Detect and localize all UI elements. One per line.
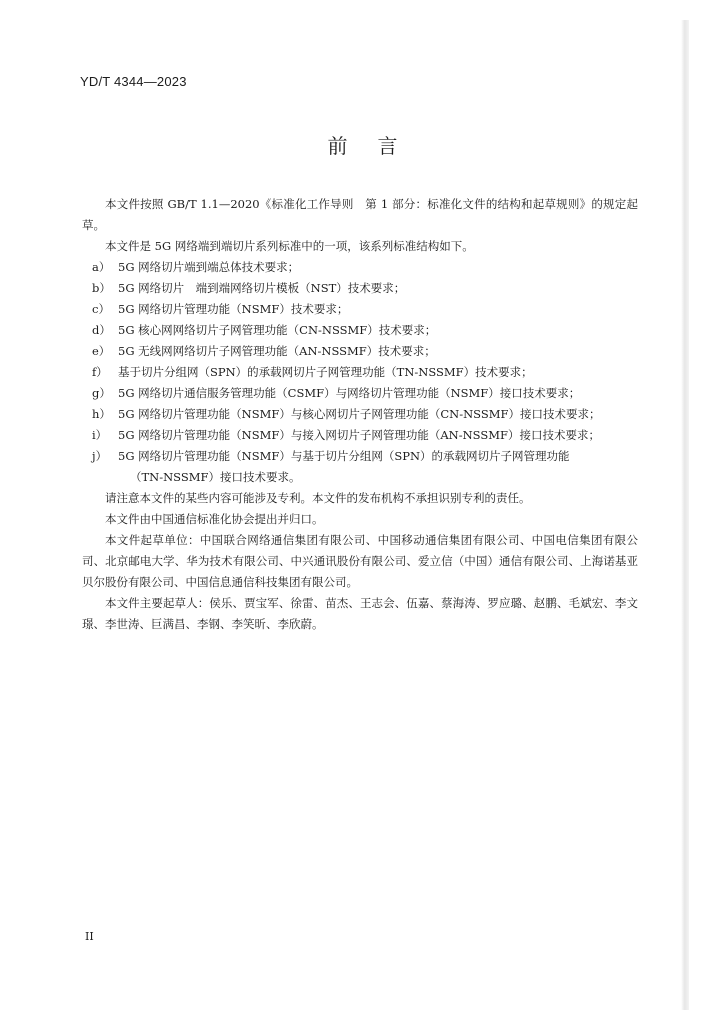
list-item (82, 446, 638, 467)
patent-notice: 请注意本文件的某些内容可能涉及专利。本文件的发布机构不承担识别专利的责任。 (105, 491, 531, 505)
list-item-marker: c） (92, 302, 110, 316)
list-item-marker: g） (92, 386, 111, 400)
list-item-marker: d） (92, 323, 111, 337)
list-item-text: 5G 网络切片通信服务管理功能（CSMF）与网络切片管理功能（NSMF）接口技术要求； (118, 386, 581, 400)
intro-paragraph-2: 本文件是 5G 网络端到端切片系列标准中的一项，该系列标准结构如下。 (105, 239, 474, 253)
list-item-marker: h） (92, 407, 111, 421)
document-code: YD/T 4344—2023 (80, 74, 187, 89)
list-item-marker: e） (92, 344, 111, 358)
list-item-text: 5G 网络切片管理功能（NSMF）与基于切片分组网（SPN）的承载网切片子网管理功能 (118, 449, 570, 463)
list-item (82, 278, 638, 299)
list-item-continuation: （TN-NSSMF）接口技术要求。 (130, 470, 301, 484)
drafting-units: 本文件起草单位：中国联合网络通信集团有限公司、中国移动通信集团有限公司、中国电信集团有限公司、北京邮电大学、华为技术有限公司、中兴通讯股份有限公司、爱立信（中国）通信有限公司、上海诺基亚贝尔股份有限公司、中国信息通信科技集团有限公司。 (82, 533, 638, 589)
list-item (82, 320, 638, 341)
list-item-text: 5G 网络切片管理功能（NSMF）与核心网切片子网管理功能（CN-NSSMF）接口技术要求； (118, 407, 601, 421)
intro-paragraph-1: 本文件按照 GB/T 1.1—2020《标准化工作导则 第 1 部分：标准化文件的结构和起草规则》的规定起草。 (82, 197, 638, 232)
list-item (82, 257, 638, 278)
document-body (82, 194, 638, 635)
list-item-text: 5G 无线网网络切片子网管理功能（AN-NSSMF）技术要求； (118, 344, 436, 358)
page-edge-shadow (681, 20, 689, 1010)
list-item (82, 383, 638, 404)
list-item-text: 5G 网络切片管理功能（NSMF）与接入网切片子网管理功能（AN-NSSMF）接口技术要求； (118, 428, 600, 442)
list-item-marker: f） (92, 365, 108, 379)
page-number: II (85, 930, 94, 943)
list-item-marker: i） (92, 428, 108, 442)
proposer-statement: 本文件由中国通信标准化协会提出并归口。 (105, 512, 324, 526)
list-item-text: 5G 网络切片管理功能（NSMF）技术要求； (118, 302, 349, 316)
list-item (82, 404, 638, 425)
list-item (82, 425, 638, 446)
list-item-text: 5G 网络切片 端到端网络切片模板（NST）技术要求； (118, 281, 406, 295)
drafters-list: 本文件主要起草人：侯乐、贾宝军、徐雷、苗杰、王志会、伍嘉、蔡海涛、罗应璐、赵鹏、毛斌宏、李文璟、李世涛、巨满昌、李钢、李笑昕、李欣蔚。 (82, 596, 638, 631)
list-item-marker: b） (92, 281, 111, 295)
list-item (82, 362, 638, 383)
list-item (82, 341, 638, 362)
list-item-text: 基于切片分组网（SPN）的承载网切片子网管理功能（TN-NSSMF）技术要求； (118, 365, 533, 379)
list-item-marker: j） (92, 449, 108, 463)
list-item-marker: a） (92, 260, 111, 274)
list-item-text: 5G 核心网网络切片子网管理功能（CN-NSSMF）技术要求； (118, 323, 437, 337)
list-item-text: 5G 网络切片端到端总体技术要求； (118, 260, 300, 274)
page-title: 前言 (327, 134, 428, 158)
list-item (82, 299, 638, 320)
